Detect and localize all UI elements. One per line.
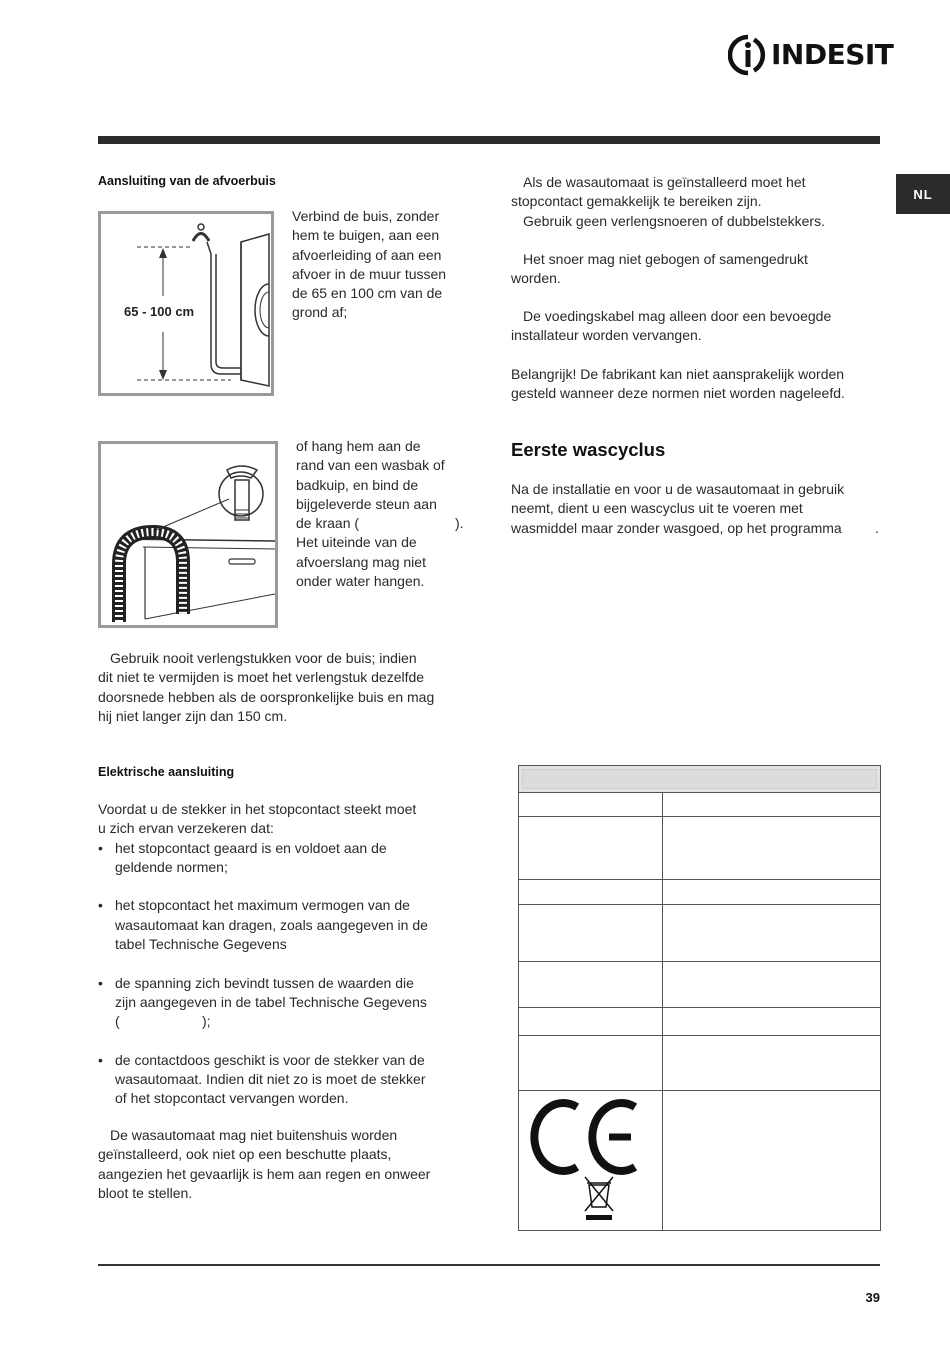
page-number: 39 bbox=[865, 1290, 880, 1305]
text-line: • de spanning zich bevindt tussen de waarden die bbox=[115, 974, 414, 991]
text-line: u zich ervan verzekeren dat: bbox=[98, 820, 274, 837]
text-line: wasautomaat kan dragen, zoals aangegeven in de bbox=[115, 916, 428, 933]
text-line: bloot te stellen. bbox=[98, 1184, 193, 1201]
text-fragment: ( bbox=[115, 1013, 120, 1030]
height-dimension-label: 65 - 100 cm bbox=[124, 304, 195, 319]
drain-basin-figure bbox=[98, 441, 278, 628]
indesit-logo bbox=[728, 34, 894, 76]
technical-data-table bbox=[518, 765, 881, 1231]
table-header-row bbox=[519, 766, 881, 793]
text-line bbox=[115, 1012, 478, 1031]
text-line: • het stopcontact het maximum vermogen van de bbox=[115, 897, 410, 914]
text-line: hij niet langer zijn dan 150 cm. bbox=[98, 707, 288, 724]
table-row bbox=[519, 1091, 881, 1231]
table-cell bbox=[663, 1008, 881, 1036]
list-item bbox=[98, 974, 478, 1032]
text-line: rand van een wasbak of bbox=[296, 457, 445, 474]
table-row bbox=[519, 905, 881, 962]
text-line: Verbind de buis, zonder bbox=[292, 208, 440, 224]
cable-paragraph bbox=[511, 307, 831, 346]
extension-paragraph bbox=[98, 649, 434, 726]
table-row bbox=[519, 1036, 881, 1091]
list-item bbox=[98, 1051, 478, 1109]
text-line: geïnstalleerd, ook niet op een beschutte plaats, bbox=[98, 1146, 392, 1163]
text-fragment: wasmiddel maar zonder wasgoed, op het programma bbox=[511, 519, 842, 536]
text-line: Als de wasautomaat is geïnstalleerd moet het bbox=[523, 174, 806, 190]
text-line: neemt, dient u een wascyclus uit te voeren met bbox=[511, 500, 803, 517]
table-cell bbox=[519, 817, 663, 880]
text-line: geldende normen; bbox=[115, 858, 228, 875]
drain-wall-text bbox=[292, 207, 446, 323]
drain-basin-text bbox=[296, 437, 471, 591]
text-line: Na de installatie en voor u de wasautomaat in gebruik bbox=[511, 481, 845, 497]
table-cell bbox=[663, 1036, 881, 1091]
table-cell bbox=[663, 962, 881, 1008]
table-row bbox=[519, 880, 881, 905]
text-line: stopcontact gemakkelijk te bereiken zijn. bbox=[511, 193, 762, 210]
text-line: onder water hangen. bbox=[296, 573, 425, 590]
text-line: worden. bbox=[511, 270, 561, 287]
text-line: De wasautomaat mag niet buitenshuis worden bbox=[110, 1127, 398, 1143]
cord-paragraph bbox=[511, 250, 808, 289]
ce-mark-icon bbox=[534, 1103, 635, 1171]
table-row bbox=[519, 817, 881, 880]
table-row bbox=[519, 793, 881, 817]
text-line: afvoer in de muur tussen bbox=[292, 265, 447, 282]
table-cell bbox=[663, 817, 881, 880]
text-line: De voedingskabel mag alleen door een bevoegde bbox=[523, 308, 832, 324]
text-fragment: . bbox=[875, 519, 879, 536]
text-fragment: de kraan ( bbox=[296, 515, 360, 532]
footer-rule bbox=[98, 1264, 880, 1266]
first-cycle-paragraph bbox=[511, 480, 883, 538]
table-cell bbox=[519, 1036, 663, 1091]
text-line: of het stopcontact vervangen worden. bbox=[115, 1090, 349, 1107]
text-line: installateur worden vervangen. bbox=[511, 327, 702, 344]
list-item bbox=[98, 839, 478, 878]
requirements-list bbox=[98, 839, 478, 1109]
table-row bbox=[519, 1008, 881, 1036]
table-cell bbox=[519, 880, 663, 905]
outdoor-paragraph bbox=[98, 1126, 430, 1203]
table-cell bbox=[663, 1091, 881, 1231]
text-fragment: ); bbox=[202, 1013, 211, 1030]
text-line: Belangrijk! De fabrikant kan niet aansprakelijk worden bbox=[511, 366, 845, 382]
text-line: tabel Technische Gegevens bbox=[115, 936, 287, 953]
table-cell bbox=[519, 1008, 663, 1036]
text-line: Het uiteinde van de bbox=[296, 534, 417, 551]
logo-wordmark: INDESIT bbox=[771, 38, 894, 71]
table-row bbox=[519, 962, 881, 1008]
important-paragraph bbox=[511, 365, 845, 404]
text-line: • de contactdoos geschikt is voor de stekker van de bbox=[115, 1051, 425, 1068]
certification-marks bbox=[519, 1091, 662, 1225]
text-line: de 65 en 100 cm van de bbox=[292, 285, 443, 302]
text-line: aangezien het gevaarlijk is hem aan regen en onweer bbox=[98, 1165, 431, 1182]
text-line: doorsnede hebben als de oorspronkelijke buis en mag bbox=[98, 688, 435, 705]
logo-i-emblem bbox=[728, 34, 768, 76]
text-line: Gebruik geen verlengsnoeren of dubbelstekkers. bbox=[523, 212, 825, 229]
table-cell bbox=[519, 962, 663, 1008]
text-line: Het snoer mag niet gebogen of samengedrukt bbox=[523, 251, 808, 267]
text-line: badkuip, en bind de bbox=[296, 476, 419, 493]
drain-height-figure bbox=[98, 211, 274, 396]
text-line: wasautomaat. Indien dit niet zo is moet de stekker bbox=[115, 1071, 426, 1088]
text-line bbox=[511, 519, 883, 538]
table-header-cell bbox=[519, 766, 881, 793]
text-line: • het stopcontact geaard is en voldoet aan de bbox=[115, 839, 387, 856]
text-line: gesteld wanneer deze normen niet worden nageleefd. bbox=[511, 385, 845, 402]
table-cell bbox=[519, 793, 663, 817]
text-line: grond af; bbox=[292, 304, 348, 321]
text-line: of hang hem aan de bbox=[296, 438, 421, 454]
text-line: Voordat u de stekker in het stopcontact steekt moet bbox=[98, 801, 417, 817]
text-line: bijgeleverde steun aan bbox=[296, 495, 437, 512]
table-cell bbox=[663, 793, 881, 817]
drain-basin-illustration bbox=[101, 444, 275, 625]
table-cell bbox=[519, 905, 663, 962]
weee-bin-icon bbox=[585, 1177, 613, 1220]
table-cell bbox=[663, 905, 881, 962]
first-cycle-title: Eerste wascyclus bbox=[511, 439, 666, 460]
drain-heading: Aansluiting van de afvoerbuis bbox=[98, 174, 276, 188]
text-line: dit niet te vermijden is moet het verlengstuk dezelfde bbox=[98, 669, 425, 686]
electric-heading: Elektrische aansluiting bbox=[98, 765, 235, 779]
text-line: zijn aangegeven in de tabel Technische Gegevens bbox=[115, 993, 427, 1010]
text-line: afvoerleiding of aan een bbox=[292, 246, 442, 263]
text-line: Gebruik nooit verlengstukken voor de buis; indien bbox=[110, 650, 417, 666]
list-item bbox=[98, 896, 478, 954]
table-cell bbox=[519, 1091, 663, 1231]
text-line: afvoerslang mag niet bbox=[296, 553, 426, 570]
table-cell bbox=[663, 880, 881, 905]
language-tab: NL bbox=[896, 174, 950, 214]
text-line bbox=[296, 514, 471, 533]
header-rule bbox=[98, 136, 880, 144]
socket-paragraph bbox=[511, 173, 825, 231]
text-fragment: ). bbox=[455, 515, 464, 532]
text-line: hem te buigen, aan een bbox=[292, 227, 440, 244]
electric-section bbox=[98, 800, 478, 1128]
